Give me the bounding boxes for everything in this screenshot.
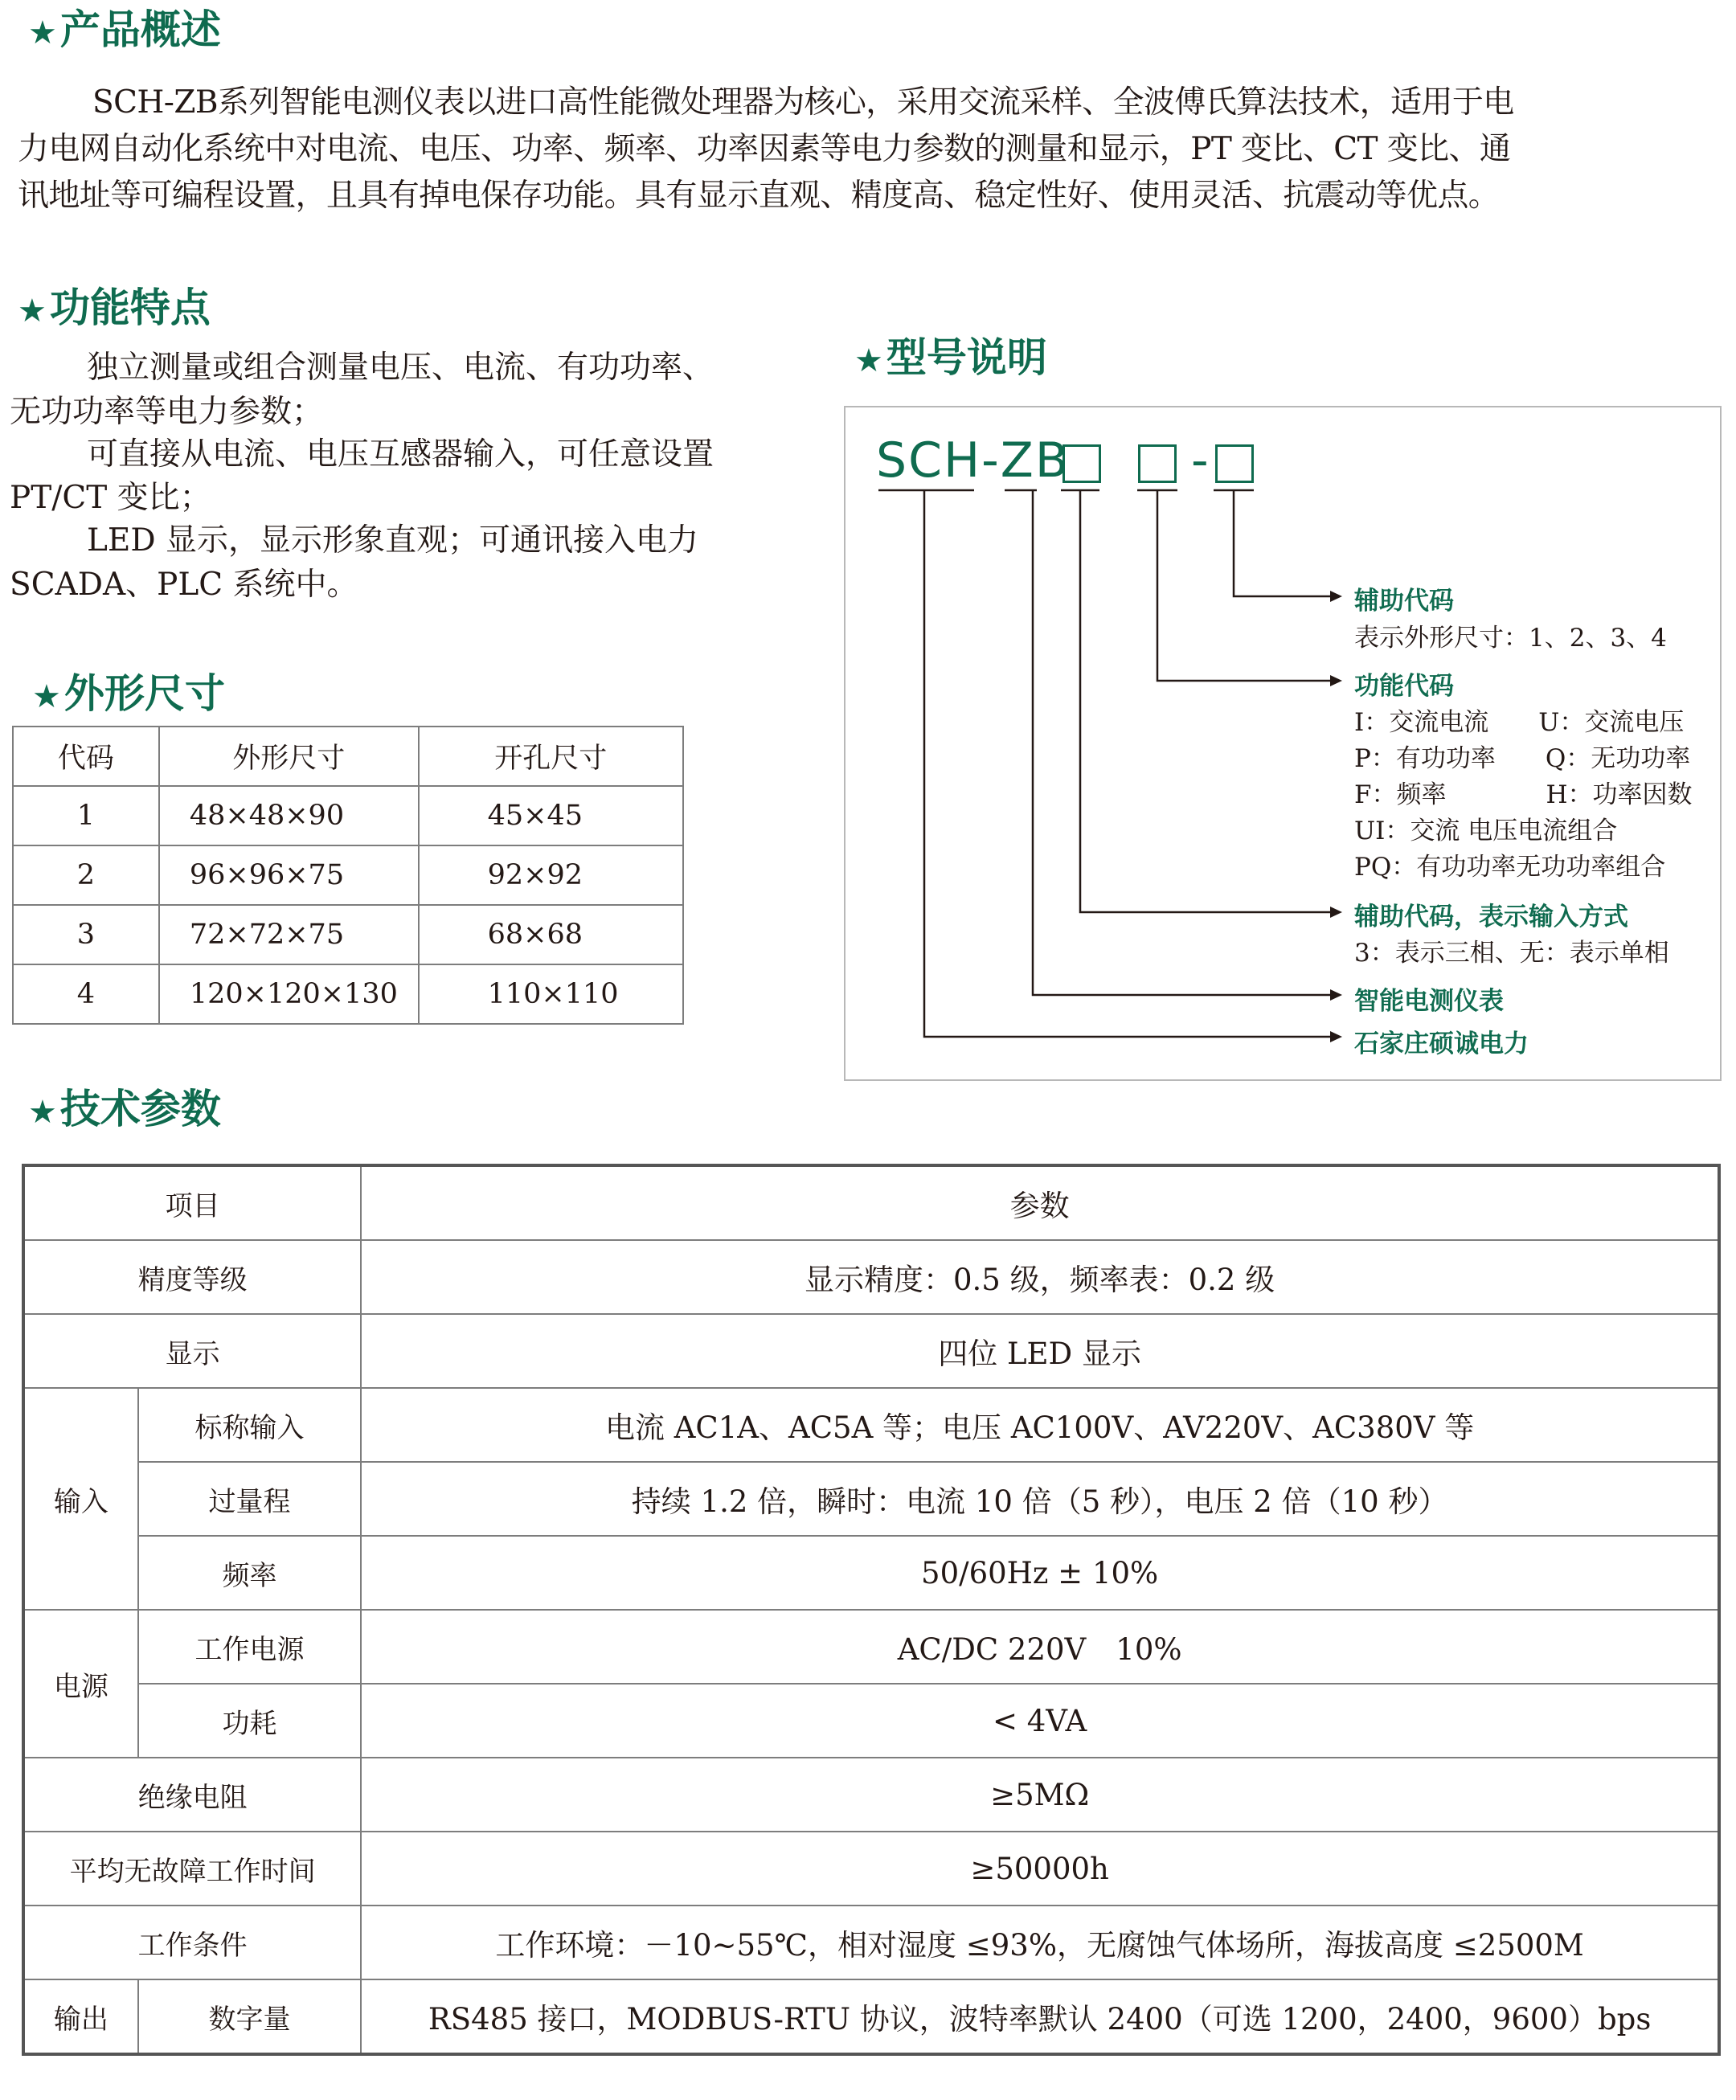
input-code-desc: 3：表示三相、无：表示单相 <box>1354 939 1669 968</box>
size-table-header <box>13 727 683 786</box>
company-label: 石家庄硕诚电力 <box>1354 1030 1529 1058</box>
tech-condition-label: 工作条件 <box>23 1906 361 1979</box>
tech-supply-value: AC/DC 220V 10% <box>361 1610 1719 1684</box>
overview-line-1: SCH-ZB系列智能电测仪表以进口高性能微处理器为核心，采用交流采样、全波傅氏算法技术，适用于电 <box>92 84 1514 121</box>
size-cutout: 92×92 <box>419 845 683 905</box>
model-title: ★型号说明 <box>854 334 1047 381</box>
size-cutout: 45×45 <box>419 786 683 845</box>
tech-nominal-value: 电流 AC1A、AC5A 等；电压 AC100V、AV220V、AC380V 等 <box>361 1388 1719 1462</box>
features-line-2: 无功功率等电力参数； <box>10 394 324 430</box>
features-line-6: SCADA、PLC 系统中。 <box>10 567 358 603</box>
tech-freq-value: 50/60Hz ± 10% <box>361 1536 1719 1610</box>
table-row <box>23 1240 1719 1314</box>
features-title: ★功能特点 <box>18 285 211 331</box>
tech-title: ★技术参数 <box>28 1086 221 1132</box>
table-row <box>23 1314 1719 1388</box>
func-code-line: I：交流电流 U：交流电压 <box>1354 708 1685 737</box>
table-row <box>13 964 683 1024</box>
tech-condition-value: 工作环境：－10~55℃，相对湿度 ≤93%，无腐蚀气体场所，海拔高度 ≤2500M <box>361 1906 1719 1979</box>
overview-line-2: 力电网自动化系统中对电流、电压、功率、频率、功率因素等电力参数的测量和显示，PT 变比、CT 变比、通 <box>18 131 1511 167</box>
size-outline: 96×96×75 <box>159 845 419 905</box>
tech-head-item: 项目 <box>23 1165 361 1240</box>
tech-insulation-label: 绝缘电阻 <box>23 1758 361 1832</box>
table-row <box>23 1758 1719 1832</box>
size-outline: 48×48×90 <box>159 786 419 845</box>
size-code: 4 <box>13 964 159 1024</box>
tech-input-group: 输入 <box>23 1388 138 1610</box>
table-row <box>23 1684 1719 1758</box>
star-icon: ★ <box>32 678 61 715</box>
aux-code-title: 辅助代码 <box>1354 587 1454 616</box>
tech-display-label: 显示 <box>23 1314 361 1388</box>
table-row <box>23 1610 1719 1684</box>
size-title: ★外形尺寸 <box>32 670 225 717</box>
table-row <box>13 905 683 964</box>
meter-label: 智能电测仪表 <box>1354 987 1504 1016</box>
func-code-line: F：频率 H：功率因数 <box>1354 780 1693 809</box>
star-icon: ★ <box>18 293 47 330</box>
tech-mtbf-value: ≥50000h <box>361 1832 1719 1906</box>
tech-supply-label: 工作电源 <box>138 1610 361 1684</box>
table-row <box>23 1165 1719 1240</box>
tech-output-group: 输出 <box>23 1979 138 2054</box>
table-row <box>13 786 683 845</box>
table-row <box>23 1906 1719 1979</box>
table-row <box>23 1388 1719 1462</box>
model-dash: - <box>1191 432 1209 489</box>
size-header-cutout: 开孔尺寸 <box>419 727 683 786</box>
func-code-line: UI：交流 电压电流组合 <box>1354 817 1618 845</box>
size-table <box>12 726 684 1025</box>
size-code: 2 <box>13 845 159 905</box>
size-cutout: 68×68 <box>419 905 683 964</box>
tech-mtbf-label: 平均无故障工作时间 <box>23 1832 361 1906</box>
overview-title: ★产品概述 <box>28 6 221 53</box>
tech-overload-value: 持续 1.2 倍，瞬时：电流 10 倍（5 秒），电压 2 倍（10 秒） <box>361 1462 1719 1536</box>
size-outline: 120×120×130 <box>159 964 419 1024</box>
aux-code-desc: 表示外形尺寸：1、2、3、4 <box>1354 624 1667 653</box>
table-row <box>23 1979 1719 2054</box>
star-icon: ★ <box>28 14 57 51</box>
tech-freq-label: 频率 <box>138 1536 361 1610</box>
tech-consume-label: 功耗 <box>138 1684 361 1758</box>
features-line-4: PT/CT 变比； <box>10 480 211 516</box>
tech-accuracy-value: 显示精度：0.5 级，频率表：0.2 级 <box>361 1240 1719 1314</box>
model-code: SCH-ZB <box>876 432 1071 489</box>
tech-power-group: 电源 <box>23 1610 138 1758</box>
overview-line-3: 讯地址等可编程设置，且具有掉电保存功能。具有显示直观、精度高、稳定性好、使用灵活、抗震动等优点。 <box>18 178 1500 214</box>
tech-table <box>22 1164 1721 2056</box>
tech-consume-value: < 4VA <box>361 1684 1719 1758</box>
tech-accuracy-label: 精度等级 <box>23 1240 361 1314</box>
func-code-title: 功能代码 <box>1354 672 1454 701</box>
size-outline: 72×72×75 <box>159 905 419 964</box>
features-line-3: 可直接从电流、电压互感器输入，可任意设置 <box>87 436 714 473</box>
tech-head-param: 参数 <box>361 1165 1719 1240</box>
table-row <box>23 1832 1719 1906</box>
size-header-code: 代码 <box>13 727 159 786</box>
tech-overload-label: 过量程 <box>138 1462 361 1536</box>
func-code-line: P：有功功率 Q：无功功率 <box>1354 744 1691 773</box>
size-code: 3 <box>13 905 159 964</box>
func-code-line: PQ：有功功率无功功率组合 <box>1354 853 1666 882</box>
tech-digital-label: 数字量 <box>138 1979 361 2054</box>
table-row <box>23 1462 1719 1536</box>
size-header-outline: 外形尺寸 <box>159 727 419 786</box>
tech-nominal-label: 标称输入 <box>138 1388 361 1462</box>
star-icon: ★ <box>28 1094 57 1131</box>
table-row <box>23 1536 1719 1610</box>
size-cutout: 110×110 <box>419 964 683 1024</box>
tech-digital-value: RS485 接口，MODBUS-RTU 协议，波特率默认 2400（可选 1200，2400，9600）bps <box>361 1979 1719 2054</box>
features-line-5: LED 显示，显示形象直观；可通讯接入电力 <box>87 522 699 559</box>
size-code: 1 <box>13 786 159 845</box>
features-line-1: 独立测量或组合测量电压、电流、有功功率、 <box>87 350 714 386</box>
table-row <box>13 845 683 905</box>
star-icon: ★ <box>854 342 883 379</box>
tech-display-value: 四位 LED 显示 <box>361 1314 1719 1388</box>
input-code-title: 辅助代码，表示输入方式 <box>1354 903 1628 931</box>
tech-insulation-value: ≥5MΩ <box>361 1758 1719 1832</box>
